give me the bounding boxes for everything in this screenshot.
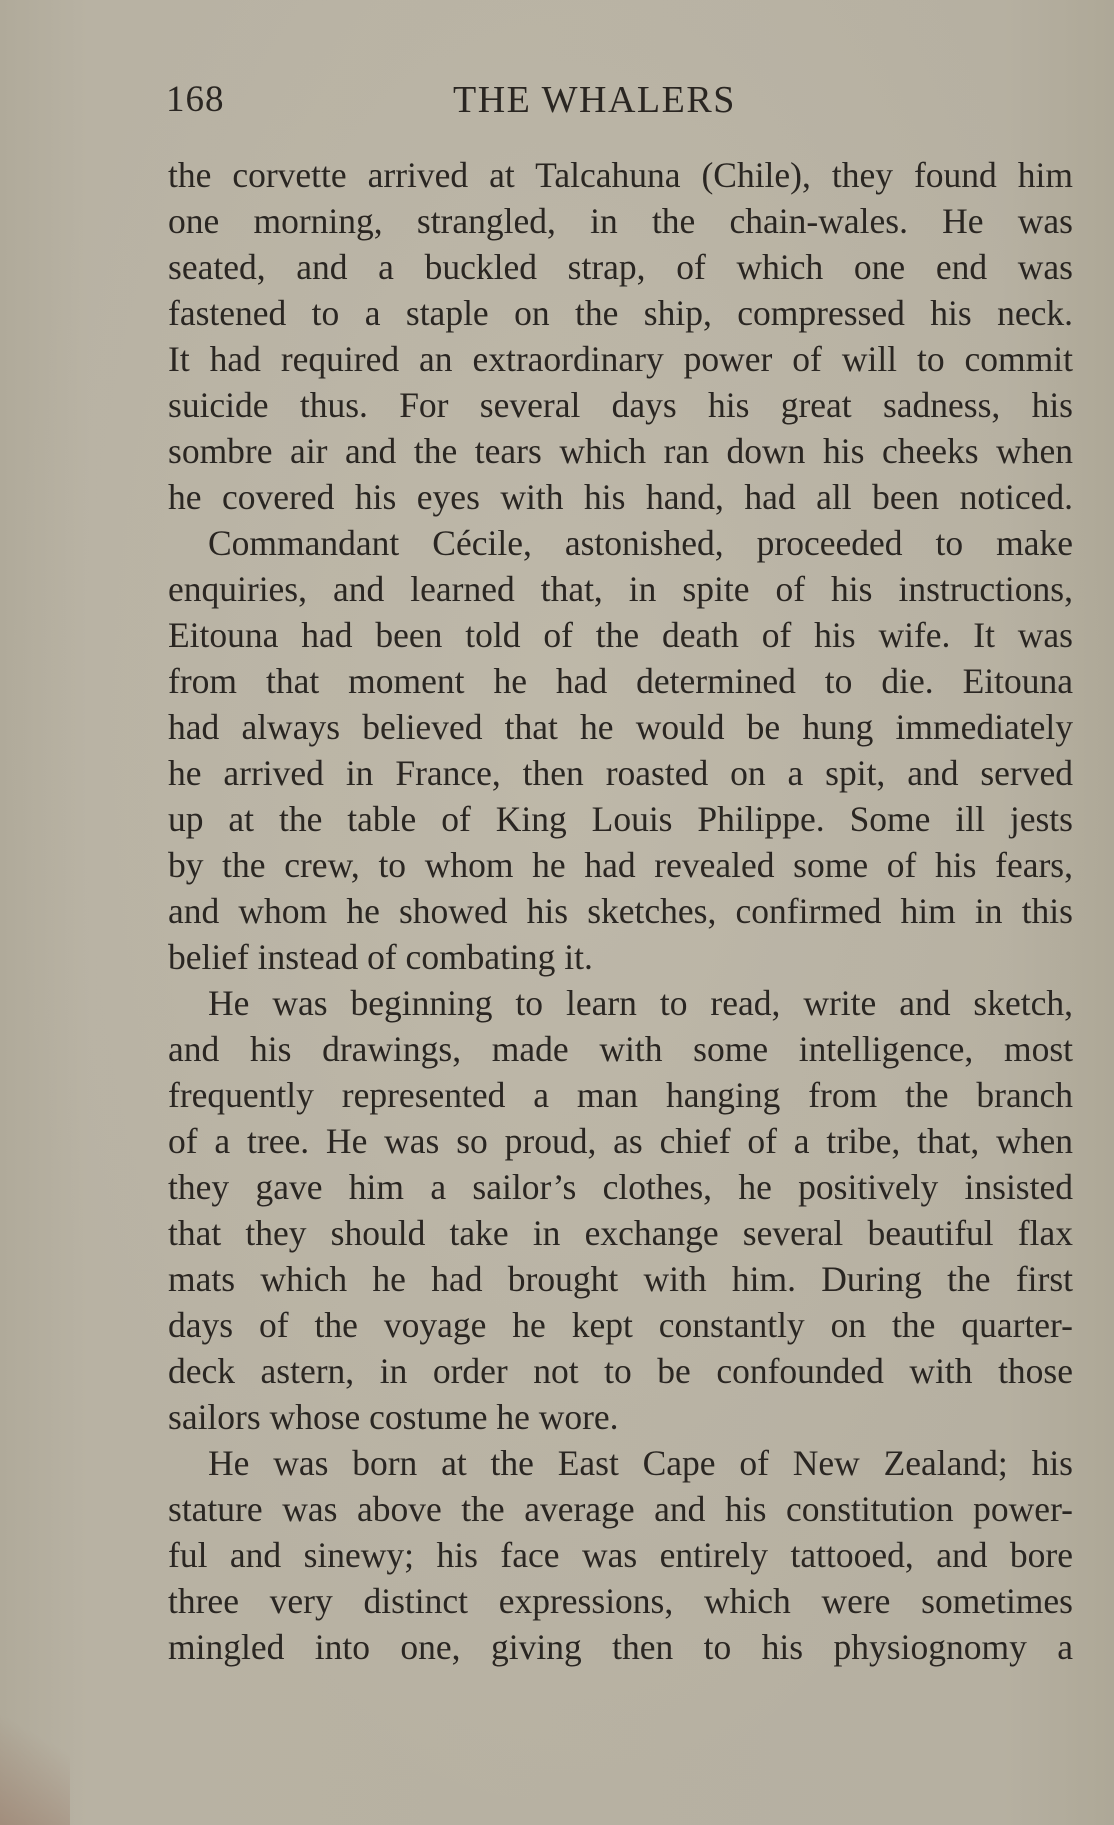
text-line: by the crew, to whom he had revealed some of his fears, xyxy=(168,845,1073,885)
text-line: mingled into one, giving then to his physiognomy a xyxy=(168,1627,1073,1667)
running-title: THE WHALERS xyxy=(453,79,736,121)
text-line: sailors whose costume he wore. xyxy=(168,1397,619,1437)
text-line: It had required an extraordinary power of will to commit xyxy=(168,339,1073,379)
text-line: and his drawings, made with some intelligence, most xyxy=(168,1029,1073,1069)
text-line: belief instead of combating it. xyxy=(168,937,593,977)
text-line: three very distinct expressions, which were sometimes xyxy=(168,1581,1073,1621)
body-text xyxy=(168,152,1073,1670)
text-line: stature was above the average and his constitution power- xyxy=(168,1489,1073,1529)
paragraph xyxy=(168,152,1073,520)
page-stain xyxy=(0,1705,70,1825)
text-line: one morning, strangled, in the chain-wales. He was xyxy=(168,201,1073,241)
text-line: He was beginning to learn to read, write and sketch, xyxy=(208,983,1073,1023)
text-line: seated, and a buckled strap, of which one end was xyxy=(168,247,1073,287)
text-line: mats which he had brought with him. During the first xyxy=(168,1259,1073,1299)
text-line: fastened to a staple on the ship, compressed his neck. xyxy=(168,293,1073,333)
text-line: the corvette arrived at Talcahuna (Chile), they found him xyxy=(168,155,1073,195)
text-line: Commandant Cécile, astonished, proceeded to make xyxy=(208,523,1073,563)
text-line: suicide thus. For several days his great sadness, his xyxy=(168,385,1073,425)
text-line: from that moment he had determined to die. Eitouna xyxy=(168,661,1073,701)
text-line: of a tree. He was so proud, as chief of a tribe, that, when xyxy=(168,1121,1073,1161)
text-line: frequently represented a man hanging from the branch xyxy=(168,1075,1073,1115)
text-line: had always believed that he would be hung immediately xyxy=(168,707,1073,747)
text-line: they gave him a sailor’s clothes, he positively insisted xyxy=(168,1167,1073,1207)
text-line: he arrived in France, then roasted on a spit, and served xyxy=(168,753,1073,793)
text-line: Eitouna had been told of the death of his wife. It was xyxy=(168,615,1073,655)
text-line: deck astern, in order not to be confounded with those xyxy=(168,1351,1073,1391)
text-line: sombre air and the tears which ran down his cheeks when xyxy=(168,431,1073,471)
page-header xyxy=(166,78,778,128)
text-line: days of the voyage he kept constantly on the quarter- xyxy=(168,1305,1073,1345)
page-number: 168 xyxy=(166,79,225,120)
paragraph xyxy=(168,520,1073,980)
text-line: that they should take in exchange several beautiful flax xyxy=(168,1213,1073,1253)
paragraph xyxy=(168,980,1073,1440)
text-line: He was born at the East Cape of New Zealand; his xyxy=(208,1443,1073,1483)
text-line: enquiries, and learned that, in spite of his instructions, xyxy=(168,569,1073,609)
text-line: ful and sinewy; his face was entirely tattooed, and bore xyxy=(168,1535,1073,1575)
paragraph xyxy=(168,1440,1073,1670)
text-line: and whom he showed his sketches, confirmed him in this xyxy=(168,891,1073,931)
text-line: up at the table of King Louis Philippe. Some ill jests xyxy=(168,799,1073,839)
text-line: he covered his eyes with his hand, had all been noticed. xyxy=(168,477,1073,517)
